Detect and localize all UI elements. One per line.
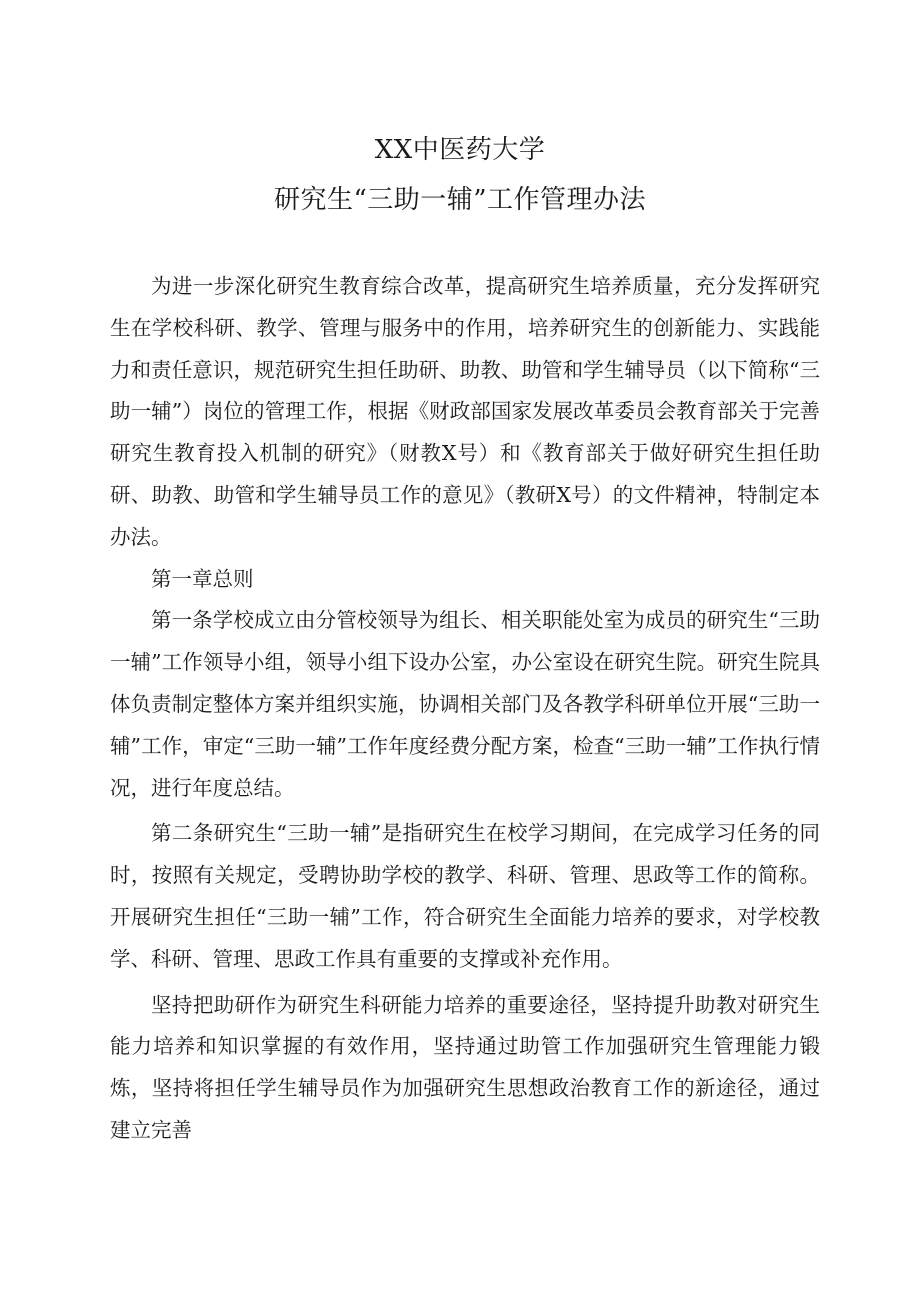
document-title-regulation: 研究生“三助一辅”工作管理办法 (273, 185, 647, 215)
chapter-heading: 第一章总则 (151, 566, 254, 591)
principles-paragraph: 坚持把助研作为研究生科研能力培养的重要途径，坚持提升助教对研究生能力培养和知识掌握的有效作用，坚持通过助管工作加强研究生管理能力锻炼，坚持将担任学生辅导员作为加强研究生思想政治教育工作的新途径，通过建立完善 (110, 992, 820, 1142)
article-1-paragraph: 第一条学校成立由分管校领导为组长、相关职能处室为成员的研究生“三助一辅”工作领导小组，领导小组下设办公室，办公室设在研究生院。研究生院具体负责制定整体方案并组织实施，协调相关部门及各教学科研单位开展“三助一辅”工作，审定“三助一辅”工作年度经费分配方案，检查“三助一辅”工作执行情况，进行年度总结。 (110, 608, 820, 800)
document-body (110, 266, 820, 1152)
intro-paragraph: 为进一步深化研究生教育综合改革，提高研究生培养质量，充分发挥研究生在学校科研、教学、管理与服务中的作用，培养研究生的创新能力、实践能力和责任意识，规范研究生担任助研、助教、助管和学生辅导员（以下简称“三助一辅”）岗位的管理工作，根据《财政部国家发展改革委员会教育部关于完善研究生教育投入机制的研究》（财教X号）和《教育部关于做好研究生担任助研、助教、助管和学生辅导员工作的意见》（教研X号）的文件精神，特制定本办法。 (110, 274, 820, 549)
document-title-university: XX中医药大学 (374, 135, 546, 165)
article-2-paragraph: 第二条研究生“三助一辅”是指研究生在校学习期间，在完成学习任务的同时，按照有关规定，受聘协助学校的教学、科研、管理、思政等工作的简称。开展研究生担任“三助一辅”工作，符合研究生全面能力培养的要求，对学校教学、科研、管理、思政工作具有重要的支撑或补充作用。 (110, 821, 820, 971)
